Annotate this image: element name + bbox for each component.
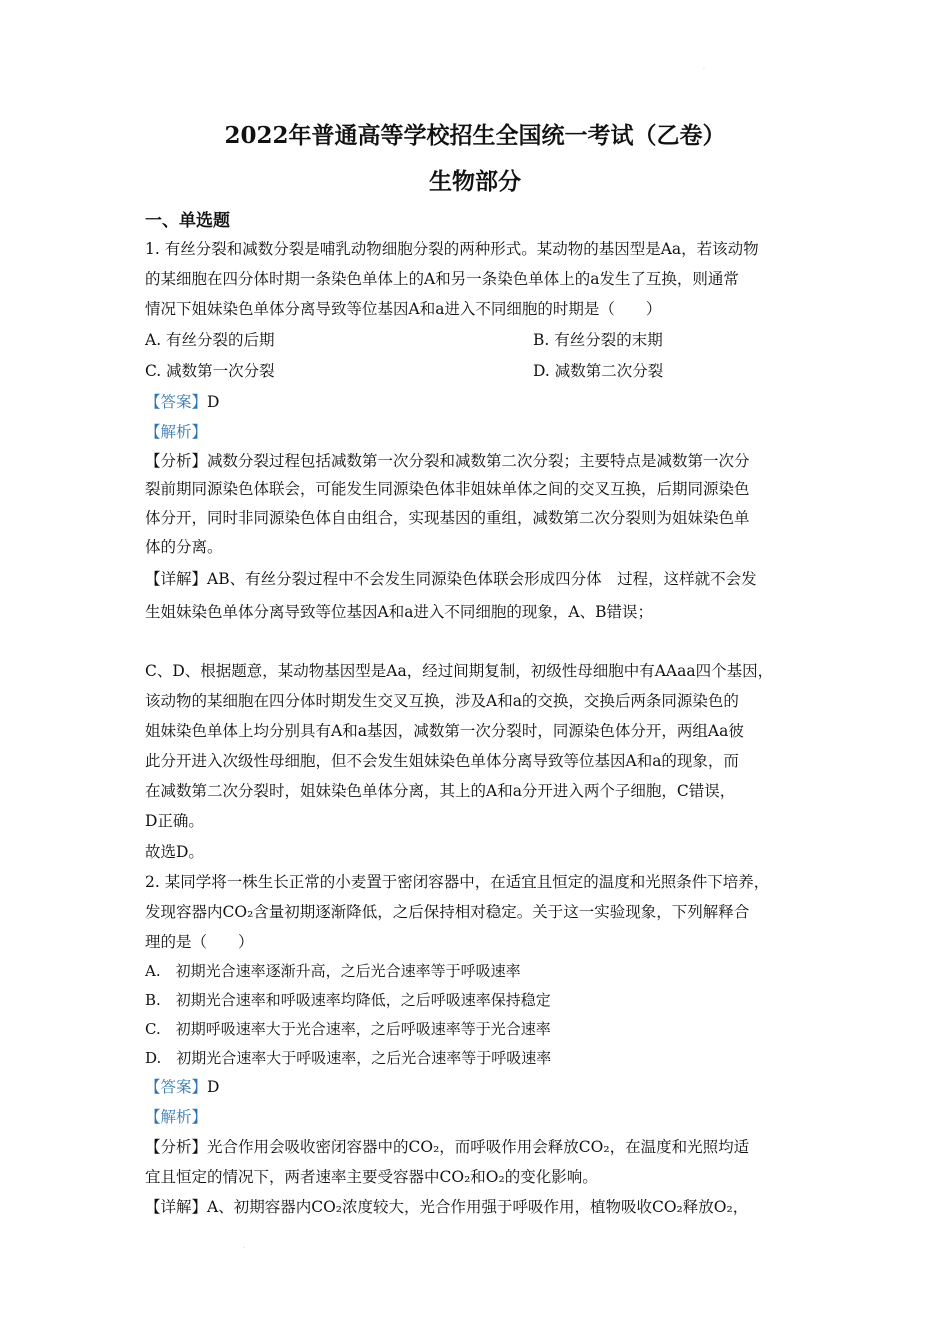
section-heading: 一、单选题 — [145, 211, 230, 231]
q1-fenxi-line: 体的分离。 — [145, 538, 223, 556]
q1-conclusion: 故选D。 — [145, 843, 204, 861]
fenxi-text: 光合作用会吸收密闭容器中的CO₂，而呼吸作用会释放CO₂，在温度和光照均适 — [207, 1138, 750, 1156]
q1-xiangjie-line: 在减数第二次分裂时，姐妹染色单体分离，其上的A和a分开进入两个子细胞，C错误， — [145, 782, 736, 800]
fenxi-text: 减数分裂过程包括减数第一次分裂和减数第二次分裂；主要特点是减数第一次分 — [207, 452, 750, 470]
answer-value: D — [207, 393, 220, 411]
q1-fenxi-line: 裂前期同源染色体联会，可能发生同源染色体非姐妹单体之间的交叉互换，后期同源染色 — [145, 480, 750, 498]
xiangjie-label: 【详解】 — [145, 1198, 208, 1216]
q1-stem-line: 1. 有丝分裂和减数分裂是哺乳动物细胞分裂的两种形式。某动物的基因型是Aa，若该动物 — [145, 240, 759, 258]
xiangjie-label: 【详解】 — [145, 570, 208, 588]
q1-option-c: C. 减数第一次分裂 — [145, 362, 275, 380]
answer-value: D — [207, 1078, 220, 1096]
q2-xiangjie-line — [145, 1197, 748, 1217]
q1-option-d: D. 减数第二次分裂 — [533, 362, 664, 380]
q1-answer — [145, 392, 219, 412]
fenxi-label: 【分析】 — [145, 452, 208, 470]
q2-option-d: D. 初期光合速率大于呼吸速率，之后光合速率等于呼吸速率 — [145, 1049, 552, 1067]
q2-fenxi-line: 宜且恒定的情况下，两者速率主要受容器中CO₂和O₂的变化影响。 — [145, 1168, 598, 1186]
q2-stem-line: 理的是（ ） — [145, 933, 254, 951]
q1-xiangjie-line: 该动物的某细胞在四分体时期发生交叉互换，涉及A和a的交换，交换后两条同源染色的 — [145, 692, 739, 710]
page-title: 2022年普通高等学校招生全国统一考试（乙卷） — [224, 122, 726, 149]
q2-stem-line: 发现容器内CO₂含量初期逐渐降低，之后保持相对稳定。关于这一实验现象，下列解释合 — [145, 903, 750, 921]
xiangjie-text: AB、有丝分裂过程中不会发生同源染色体联会形成四分体 过程，这样就不会发 — [207, 570, 757, 588]
q1-xiangjie-line: D正确。 — [145, 812, 204, 830]
q2-option-c: C. 初期呼吸速率大于光合速率，之后呼吸速率等于光合速率 — [145, 1020, 551, 1038]
q1-stem-line: 的某细胞在四分体时期一条染色单体上的A和另一条染色单体上的a发生了互换，则通常 — [145, 270, 739, 288]
q1-fenxi-line: 体分开，同时非同源染色体自由组合，实现基因的重组，减数第二次分裂则为姐妹染色单 — [145, 509, 750, 527]
q1-xiangjie-line: 生姐妹染色单体分离导致等位基因A和a进入不同细胞的现象，A、B错误； — [145, 603, 654, 621]
q1-xiangjie-line: 姐妹染色单体上均分别具有A和a基因，减数第一次分裂时，同源染色体分开，两组Aa彼 — [145, 722, 744, 740]
answer-label: 【答案】 — [145, 1078, 208, 1096]
q1-option-b: B. 有丝分裂的末期 — [533, 331, 663, 349]
q2-fenxi-line — [145, 1137, 749, 1157]
q1-jiexi-label: 【解析】 — [145, 423, 208, 441]
q2-stem-line: 2. 某同学将一株生长正常的小麦置于密闭容器中，在适宜且恒定的温度和光照条件下培养， — [145, 873, 770, 891]
q2-option-a: A. 初期光合速率逐渐升高，之后光合速率等于呼吸速率 — [145, 962, 521, 980]
answer-label: 【答案】 — [145, 393, 208, 411]
fenxi-label: 【分析】 — [145, 1138, 208, 1156]
header-mark: · — [703, 66, 705, 73]
q2-jiexi-label: 【解析】 — [145, 1108, 208, 1126]
q1-fenxi-line — [145, 451, 750, 471]
q2-option-b: B. 初期光合速率和呼吸速率均降低，之后呼吸速率保持稳定 — [145, 991, 551, 1009]
xiangjie-text: A、初期容器内CO₂浓度较大，光合作用强于呼吸作用，植物吸收CO₂释放O₂， — [207, 1198, 749, 1216]
q1-stem-line: 情况下姐妹染色单体分离导致等位基因A和a进入不同细胞的时期是（ ） — [145, 300, 662, 318]
page-subtitle: 生物部分 — [429, 168, 521, 195]
q1-xiangjie-line: C、D、根据题意，某动物基因型是Aa，经过间期复制，初级性母细胞中有AAaa四个基因， — [145, 662, 774, 680]
q1-xiangjie-line — [145, 569, 757, 589]
q1-option-a: A. 有丝分裂的后期 — [145, 331, 275, 349]
q2-answer — [145, 1077, 219, 1097]
q1-xiangjie-line: 此分开进入次级性母细胞，但不会发生姐妹染色单体分离导致等位基因A和a的现象，而 — [145, 752, 739, 770]
footer-mark: · — [243, 1245, 245, 1252]
